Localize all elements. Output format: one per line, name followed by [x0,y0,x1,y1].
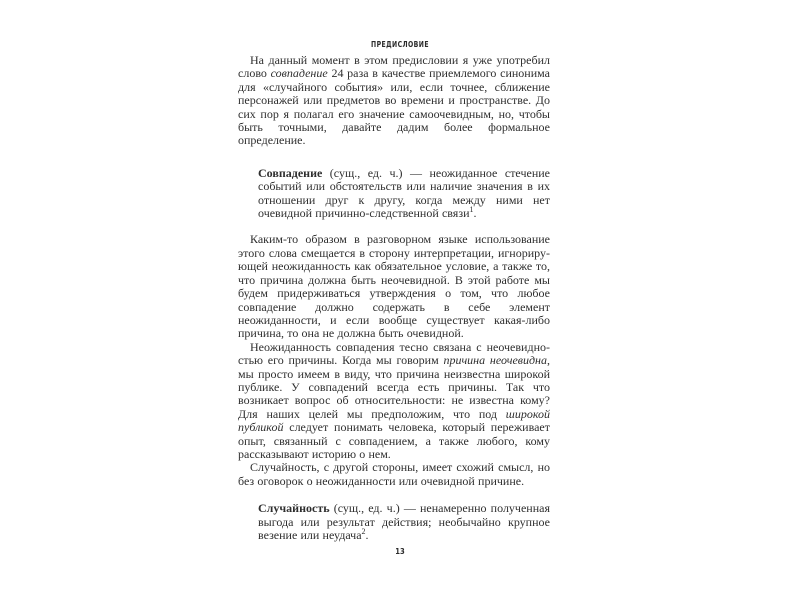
text-segment: совпадение [270,66,328,81]
text-segment: . [365,528,369,542]
text-segment: , мы просто имеем в виду, что причина неизвестна широкой публике. У совпадений всегда есть причины. Так что возникает вопрос об относительности: не известна кому? Для наших целей мы предположим, что под [238,353,551,421]
text-segment: широкой публикой [238,406,550,435]
text-segment: Неожиданность совпадения тесно связана с неочевидностью его причины. Когда мы говорим [238,339,550,368]
page-number: 13 [395,547,405,556]
text-segment: Случайность, с другой стороны, имеет схожий смысл, но без оговорок о неожиданности или очевидной причине. [238,460,550,488]
body-paragraph [238,461,550,488]
text-segment: следует понимать человека, который переживает опыт, связанный с совпадением, а также любого, кому рассказывают историю о нем. [238,420,550,461]
running-head: ПРЕДИСЛОВИЕ [371,40,429,49]
text-segment: (сущ., ед. ч.) — ненамеренно полученная выгода или результат действия; необычайно крупное везение или неудача [258,501,550,542]
body-paragraph [238,233,550,340]
text-segment: (сущ., ед. ч.) — неожиданное стечение событий или обстоятельств или наличие значения в их отношении друг к другу, когда между ними нет очевидной причинно-следственной связи [258,165,550,221]
text-segment: Совпадение [258,165,323,180]
body-paragraph [238,54,550,148]
text-segment: 24 раза в качестве приемлемого синонима для «случайного события» или, если точнее, сближение персонажей или предметов во времени и пространстве. До сих пор я полагал его значение самоочевидным, но, чтобы быть точными, давайте дадим более формальное определение. [238,66,550,148]
text-segment: 2 [361,527,366,536]
text-segment: причина неочевидна [443,353,548,368]
definition-block [258,502,550,542]
text-segment: Случайность [258,501,330,516]
text-column [238,54,550,542]
body-paragraph [238,341,550,462]
text-segment: 1 [469,205,474,215]
text-segment: . [473,206,477,221]
text-segment: На данный момент в этом предисловии я уже употребил слово [238,53,550,81]
definition-block [258,167,550,221]
text-segment: Каким-то образом в разговорном языке использование этого слова смещается в сторону интерпретации, игнорирующей неожиданность как обязательное условие, а также то, что причина должна быть неочевидной. В этой работе мы будем придерживаться утверждения о том, что любое совпадение должно содержать в себе элемент неожиданности, и если вообще существует какая-либо причина, то она не должна быть очевидной. [238,232,550,341]
